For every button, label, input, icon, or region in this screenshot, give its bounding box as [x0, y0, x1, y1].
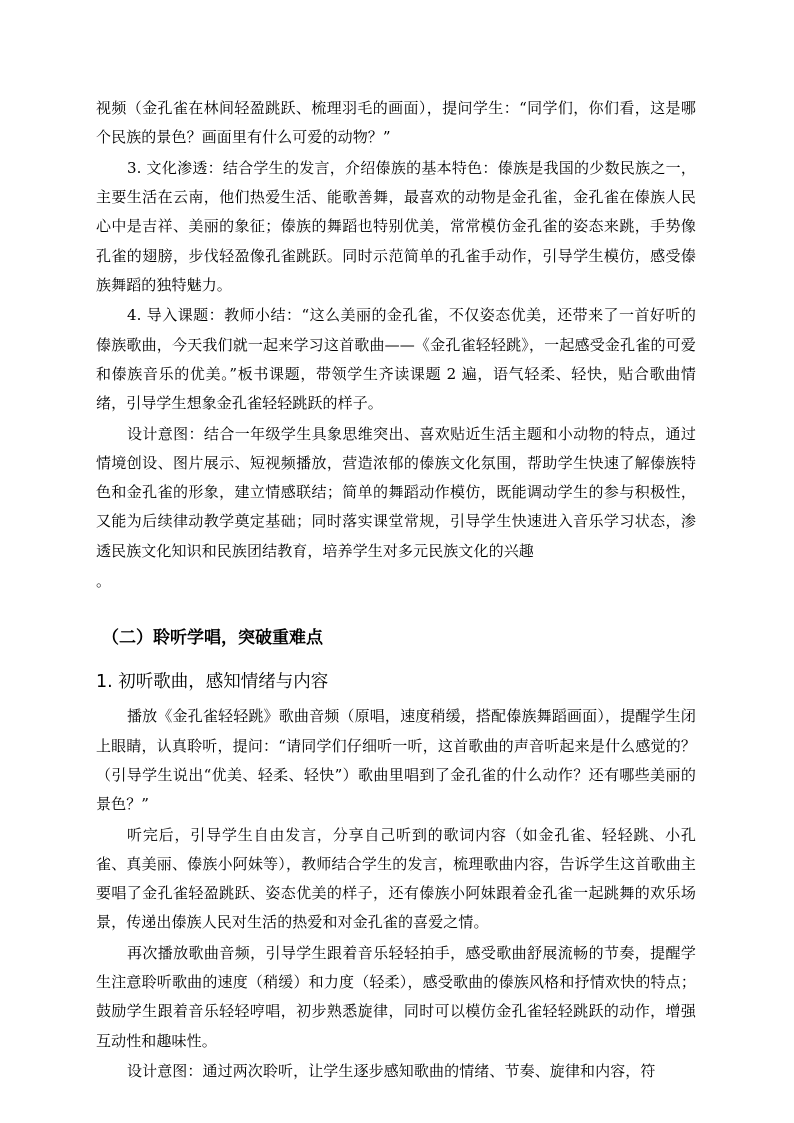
paragraph-cultural-infiltration: 3. 文化渗透：结合学生的发言，介绍傣族的基本特色：傣族是我国的少数民族之一，主要生活在云南，他们热爱生活、能歌善舞，最喜欢的动物是金孔雀，金孔雀在傣族人民心中是吉祥、美丽的象征；傣族的舞蹈也特别优美，常常模仿金孔雀的姿态来跳，手势像孔雀的翅膀，步伐轻盈像孔雀跳跃。同时示范简单的孔雀手动作，引导学生模仿，感受傣族舞蹈的独特魅力。 — [96, 158, 696, 294]
section-heading: （二）聆听学唱，突破重难点 — [102, 628, 323, 649]
paragraph-second-listen: 再次播放歌曲音频，引导学生跟着音乐轻轻拍手，感受歌曲舒展流畅的节奏，提醒学生注意聆听歌曲的速度（稍缓）和力度（轻柔），感受歌曲的傣族风格和抒情欢快的特点；鼓励学生跟着音乐轻轻哼唱，初步熟悉旋律，同时可以模仿金孔雀轻轻跳跃的动作，增强互动性和趣味性。 — [96, 944, 696, 1050]
paragraph-after-listening: 听完后，引导学生自由发言，分享自己听到的歌词内容（如金孔雀、轻轻跳、小孔雀、真美丽、傣族小阿妹等），教师结合学生的发言，梳理歌曲内容，告诉学生这首歌曲主要唱了金孔雀轻盈跳跃、姿态优美的样子，还有傣族小阿妹跟着金孔雀一起跳舞的欢乐场景，传递出傣族人民对生活的热爱和对金孔雀的喜爱之情。 — [96, 825, 696, 932]
paragraph-design-intent-2: 设计意图：通过两次聆听，让学生逐步感知歌曲的情绪、节奏、旋律和内容，符 — [127, 1062, 656, 1081]
trailing-period: 。 — [96, 572, 112, 591]
subsection-heading: 1. 初听歌曲，感知情绪与内容 — [96, 672, 329, 693]
paragraph-introduce-topic: 4. 导入课题：教师小结：“这么美丽的金孔雀，不仅姿态优美，还带来了一首好听的傣族歌曲，今天我们就一起来学习这首歌曲——《金孔雀轻轻跳》，一起感受金孔雀的可爱和傣族音乐的优美。”板书课题，带领学生齐读课题 2 遍，语气轻柔、轻快，贴合歌曲情绪，引导学生想象金孔雀轻轻跳跃的样子。 — [96, 306, 696, 413]
paragraph-intro-continued: 视频（金孔雀在林间轻盈跳跃、梳理羽毛的画面），提问学生：“同学们，你们看，这是哪个民族的景色？画面里有什么可爱的动物？” — [96, 99, 696, 147]
document-page — [96, 94, 696, 1088]
paragraph-design-intent-1: 设计意图：结合一年级学生具象思维突出、喜欢贴近生活主题和小动物的特点，通过情境创设、图片展示、短视频播放，营造浓郁的傣族文化氛围，帮助学生快速了解傣族特色和金孔雀的形象，建立情感联结；简单的舞蹈动作模仿，既能调动学生的参与积极性，又能为后续律动教学奠定基础；同时落实课堂常规，引导学生快速进入音乐学习状态，渗透民族文化知识和民族团结教育，培养学生对多元民族文化的兴趣 — [96, 424, 696, 560]
paragraph-first-listen: 播放《金孔雀轻轻跳》歌曲音频（原唱，速度稍缓，搭配傣族舞蹈画面），提醒学生闭上眼睛，认真聆听，提问：“请同学们仔细听一听，这首歌曲的声音听起来是什么感觉的？（引导学生说出“优美、轻柔、轻快”）歌曲里唱到了金孔雀的什么动作？还有哪些美丽的景色？” — [96, 707, 696, 814]
